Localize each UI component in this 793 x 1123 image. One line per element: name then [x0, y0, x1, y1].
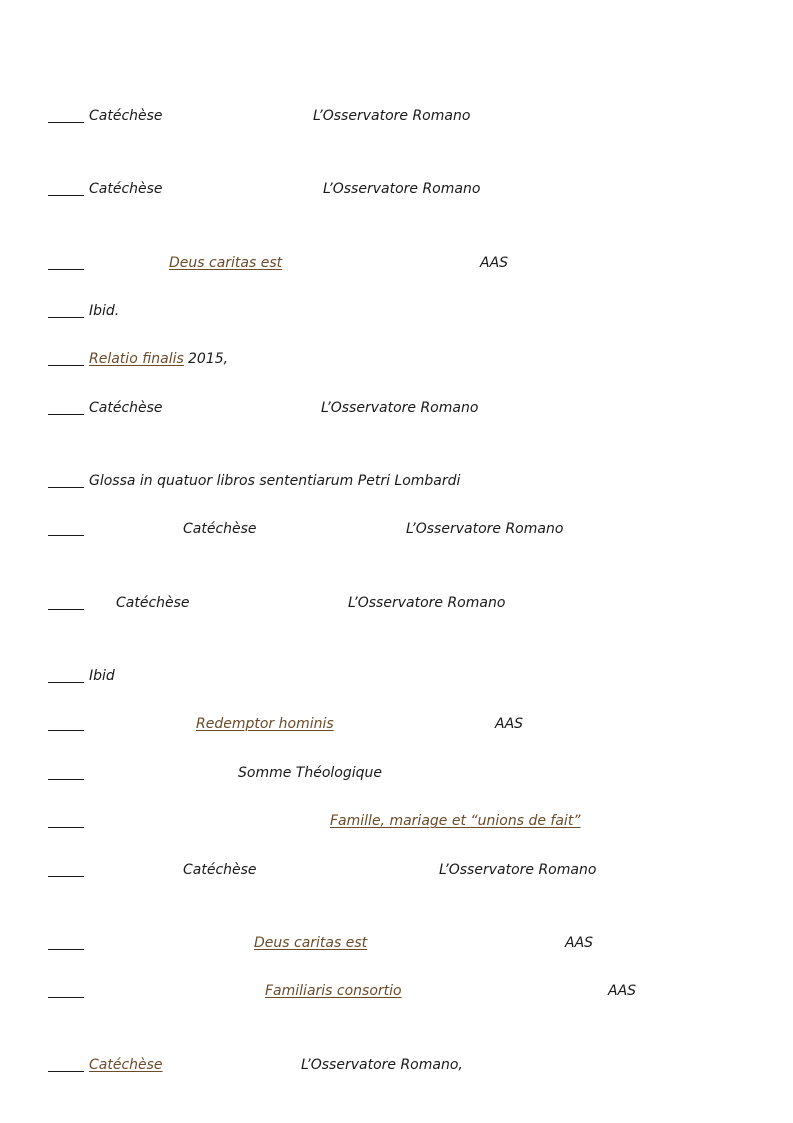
footnote-3 [0, 254, 793, 276]
footnote-text: Catéchèse [89, 400, 163, 416]
footnote-1 [0, 107, 793, 129]
footnote-16 [0, 982, 793, 1004]
footnote-marker [48, 107, 84, 123]
footnote-marker [48, 350, 84, 366]
footnote-marker [48, 1056, 84, 1072]
footnote-text: Catéchèse [183, 862, 257, 878]
footnote-text: AAS [495, 716, 524, 732]
footnote-text: Ibid [89, 668, 115, 684]
footnote-8 [0, 520, 793, 542]
footnote-6 [0, 399, 793, 421]
footnote-text: Catéchèse [89, 181, 163, 197]
footnote-marker [48, 302, 84, 318]
footnote-text: L’Osservatore Romano [348, 595, 506, 611]
footnote-13 [0, 812, 793, 834]
footnote-marker [48, 667, 84, 683]
footnote-link[interactable]: Deus caritas est [254, 935, 368, 951]
footnote-17 [0, 1056, 793, 1078]
footnote-2 [0, 180, 793, 202]
footnote-marker [48, 861, 84, 877]
footnote-14 [0, 861, 793, 883]
footnote-text: AAS [565, 935, 594, 951]
footnote-marker [48, 934, 84, 950]
footnote-text: Catéchèse [89, 108, 163, 124]
footnote-text: L’Osservatore Romano [439, 862, 597, 878]
footnote-marker [48, 399, 84, 415]
footnote-marker [48, 180, 84, 196]
footnote-12 [0, 764, 793, 786]
footnote-text: Glossa in quatuor libros sententiarum Petri Lombardi [89, 473, 461, 489]
footnote-marker [48, 812, 84, 828]
footnote-link[interactable]: Famille, mariage et “unions de fait” [330, 813, 581, 829]
footnote-link[interactable]: Catéchèse [89, 1057, 163, 1073]
footnote-15 [0, 934, 793, 956]
footnote-link[interactable]: Relatio finalis [89, 351, 184, 367]
footnote-link[interactable]: Familiaris consortio [265, 983, 402, 999]
footnote-11 [0, 715, 793, 737]
footnote-text: AAS [608, 983, 637, 999]
footnote-4 [0, 302, 793, 324]
footnote-marker [48, 520, 84, 536]
footnote-5 [0, 350, 793, 372]
footnote-text: L’Osservatore Romano [323, 181, 481, 197]
footnote-marker [48, 715, 84, 731]
footnote-link[interactable]: Deus caritas est [169, 255, 283, 271]
footnote-text: Ibid. [89, 303, 120, 319]
footnote-text: Catéchèse [116, 595, 190, 611]
footnote-text: L’Osservatore Romano [406, 521, 564, 537]
footnote-text: AAS [480, 255, 509, 271]
footnote-marker [48, 254, 84, 270]
footnote-text: Somme Théologique [238, 765, 382, 781]
footnote-link[interactable]: Redemptor hominis [196, 716, 334, 732]
footnote-9 [0, 594, 793, 616]
footnote-text: L’Osservatore Romano [321, 400, 479, 416]
footnote-marker [48, 764, 84, 780]
footnote-marker [48, 594, 84, 610]
footnote-text: Catéchèse [183, 521, 257, 537]
footnote-7 [0, 472, 793, 494]
footnote-10 [0, 667, 793, 689]
footnote-text: 2015, [188, 351, 229, 367]
footnote-marker [48, 982, 84, 998]
footnote-marker [48, 472, 84, 488]
footnote-text: L’Osservatore Romano [313, 108, 471, 124]
footnote-text: L’Osservatore Romano, [301, 1057, 463, 1073]
